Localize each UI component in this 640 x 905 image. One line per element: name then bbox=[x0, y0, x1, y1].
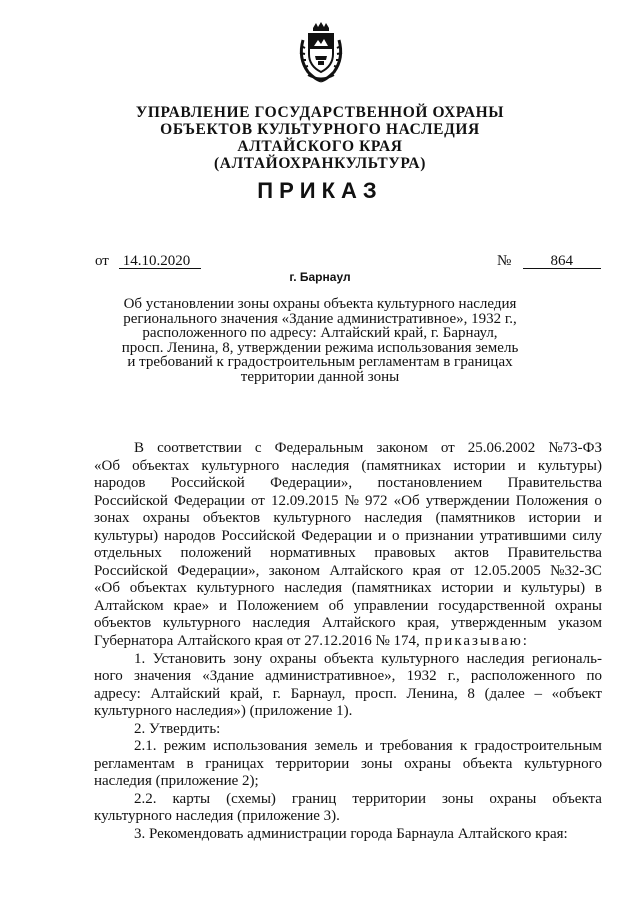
body-line: народов Российской Федерации», постановлением Правительства bbox=[94, 475, 602, 492]
preamble-line-text: Губернатора Алтайского края от 27.12.2016 № 174, bbox=[94, 633, 420, 650]
body-line: культуры) народов Российской Федерации и о признании утратившими силу bbox=[94, 527, 602, 544]
document-type-title: ПРИКАЗ bbox=[257, 178, 383, 203]
number-label: № bbox=[497, 253, 512, 269]
subject-line: регионального значения «Здание административное», 1932 г., bbox=[123, 310, 517, 327]
item-2-1 bbox=[94, 738, 602, 773]
body-line: Российской Федерации от 12.09.2015 № 972 «Об утверждении Положения о bbox=[94, 492, 602, 509]
subject-line: просп. Ленина, 8, утверждении режима использования земель bbox=[121, 339, 519, 356]
item-line-text: наследия (приложение 2); bbox=[94, 773, 259, 790]
item-2 bbox=[94, 721, 602, 739]
preamble bbox=[94, 440, 602, 633]
item-1 bbox=[94, 651, 602, 704]
org-line: УПРАВЛЕНИЕ ГОСУДАРСТВЕННОЙ ОХРАНЫ bbox=[135, 104, 505, 121]
item-line-text: 3. Рекомендовать администрации города Барнаула Алтайского края: bbox=[134, 826, 568, 843]
subject-line: территории данной зоны bbox=[240, 368, 400, 385]
item-line-text: культурного наследия») (приложение 1). bbox=[94, 703, 353, 720]
subject-line: расположенного по адресу: Алтайский край, г. Барнаул, bbox=[142, 325, 498, 342]
item-2-1-last-line bbox=[94, 773, 602, 791]
body-line: Алтайском крае» и Положением об управлении государственной охраны bbox=[94, 597, 602, 614]
body-line: регламентам в границах территории зоны охраны объекта культурного bbox=[94, 755, 602, 772]
org-line: АЛТАЙСКОГО КРАЯ bbox=[237, 138, 403, 155]
preamble-last-line bbox=[94, 633, 602, 651]
body-line: 2.1. режим использования земель и требования к градостроительным bbox=[134, 738, 602, 755]
item-3 bbox=[94, 826, 602, 844]
item-2-2 bbox=[94, 791, 602, 809]
body-line: объектов культурного наследия Алтайского края, утвержденным указом bbox=[94, 615, 602, 632]
body-line: «Об объектах культурного наследия (памятниках истории и культуры) bbox=[94, 457, 602, 474]
date-label: от bbox=[95, 253, 109, 269]
body-line: В соответствии с Федеральным законом от 25.06.2002 №73-ФЗ bbox=[134, 440, 602, 456]
body-line: отдельных положений нормативных правовых актов Правительства bbox=[94, 545, 602, 562]
item-line-text: 2. Утвердить: bbox=[134, 720, 221, 737]
body-line: ного значения «Здание административное», 1932 г., расположенного по bbox=[94, 668, 602, 685]
item-line-text: культурного наследия (приложение 3). bbox=[94, 808, 340, 825]
body-line: «Об объектах культурного наследия (памятниках истории и культуры) в bbox=[94, 580, 602, 597]
body-line: 2.2. карты (схемы) границ территории зоны охраны объекта bbox=[134, 790, 602, 807]
organization-name bbox=[0, 104, 640, 172]
altai-krai-coat-of-arms-icon bbox=[296, 20, 346, 84]
item-2-2-last-line bbox=[94, 808, 602, 826]
order-date bbox=[95, 253, 201, 270]
city: г. Барнаул bbox=[289, 270, 351, 284]
subject-line: и требований к градостроительным регламентам в границах bbox=[127, 354, 513, 371]
body-line: Российской Федерации», законом Алтайского края от 12.05.2005 №32-ЗС bbox=[94, 562, 602, 579]
org-line: ОБЪЕКТОВ КУЛЬТУРНОГО НАСЛЕДИЯ bbox=[160, 121, 480, 138]
order-subject bbox=[0, 297, 640, 385]
body-line: 1. Установить зону охраны объекта культурного наследия региональ- bbox=[134, 650, 602, 667]
order-word: приказываю: bbox=[424, 633, 529, 650]
number-value: 864 bbox=[523, 254, 601, 269]
org-line: (АЛТАЙОХРАНКУЛЬТУРА) bbox=[214, 155, 426, 172]
order-number bbox=[497, 253, 601, 270]
body-line: зонах охраны объектов культурного наследия (памятников истории и bbox=[94, 510, 602, 527]
subject-line: Об установлении зоны охраны объекта культурного наследия bbox=[123, 296, 517, 312]
order-body bbox=[94, 440, 602, 844]
item-1-last-line bbox=[94, 703, 602, 721]
body-line: адресу: Алтайский край, г. Барнаул, просп. Ленина, 8 (далее – «объект bbox=[94, 685, 602, 702]
date-value: 14.10.2020 bbox=[119, 254, 201, 269]
